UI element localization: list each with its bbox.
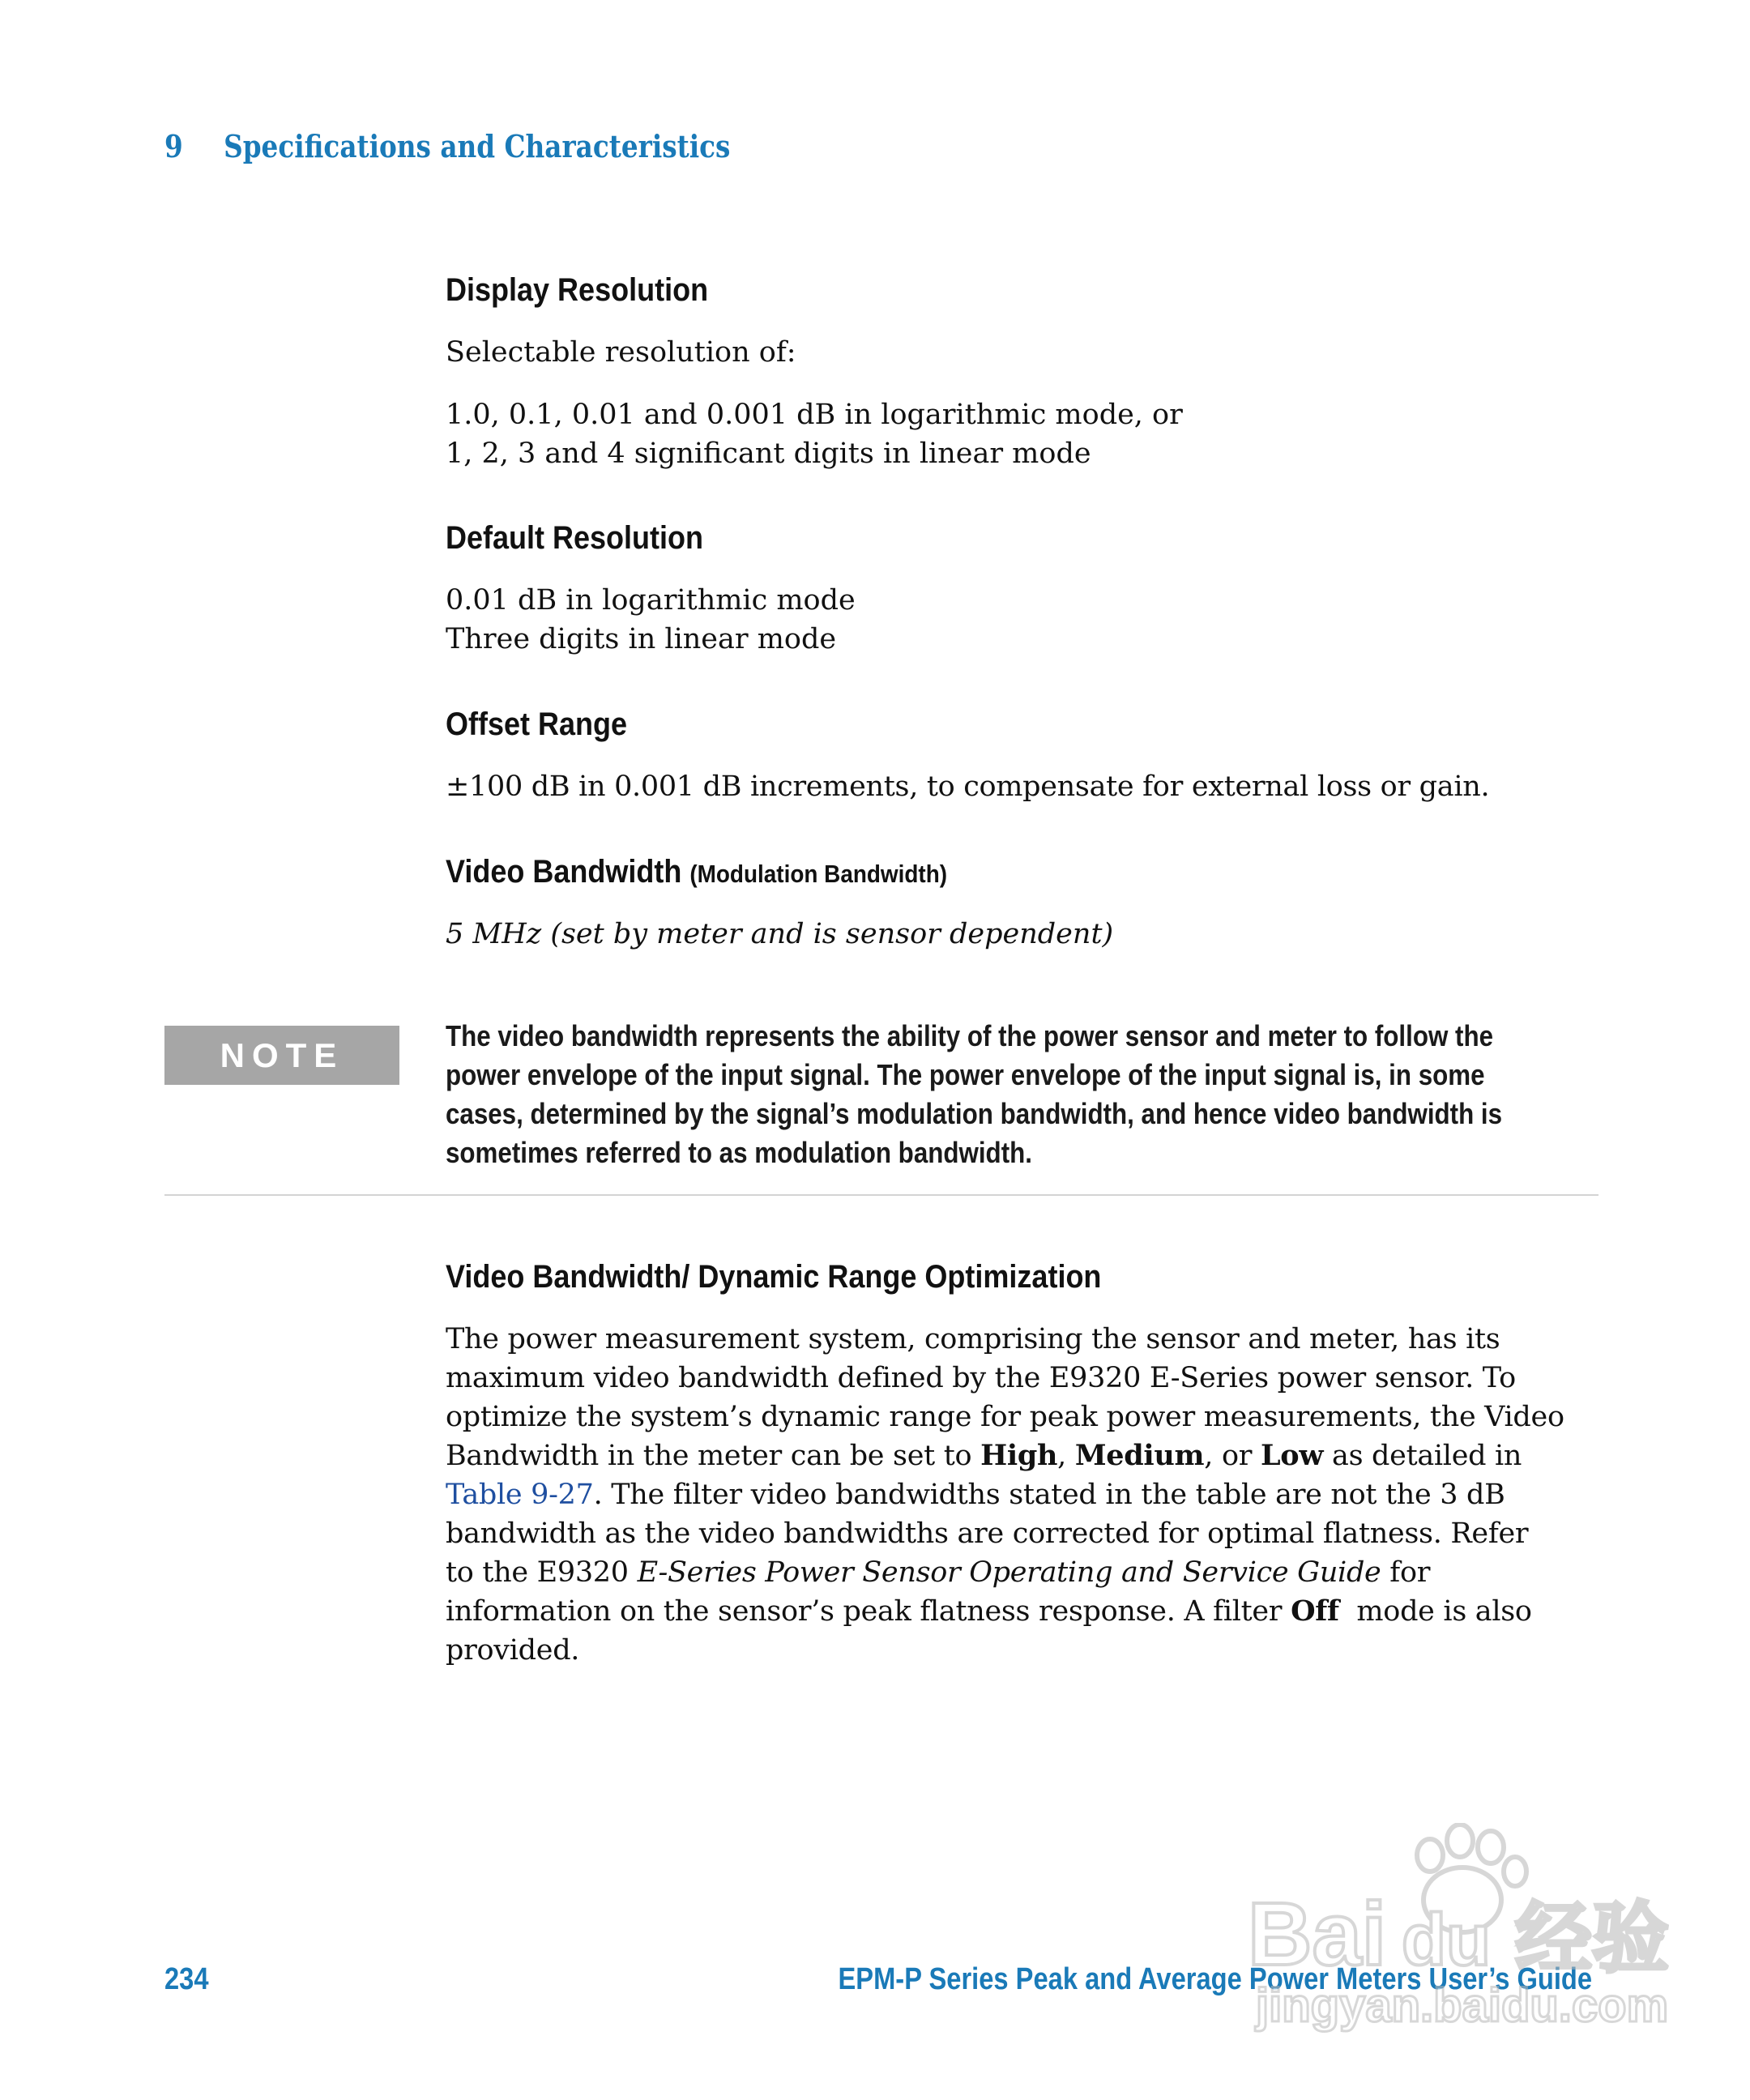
section-text: ±100 dB in 0.001 dB increments, to compensate for external loss or gain. xyxy=(446,770,1490,803)
section-offset-range xyxy=(446,706,1604,806)
note-line: cases, determined by the signal’s modulation bandwidth, and hence video bandwidth is xyxy=(446,1097,1503,1130)
chapter-header xyxy=(164,128,730,164)
section-line: Three digits in linear mode xyxy=(446,623,837,655)
section-line: 1, 2, 3 and 4 significant digits in linear mode xyxy=(446,438,1091,470)
page-number: 234 xyxy=(164,1962,209,1996)
note-text xyxy=(446,1017,1503,1172)
note-divider xyxy=(164,1194,1598,1196)
paragraph-line xyxy=(446,1475,1604,1514)
table-link[interactable]: Table 9-27 xyxy=(446,1479,594,1511)
text-run: . The filter video bandwidths stated in the table are not the 3 dB xyxy=(593,1479,1505,1511)
option-off: Off xyxy=(1291,1594,1339,1628)
text-run: Bandwidth in the meter can be set to xyxy=(446,1440,981,1472)
svg-text:经验: 经验 xyxy=(1515,1896,1669,1982)
text-run: , or xyxy=(1204,1440,1261,1472)
svg-text:du: du xyxy=(1402,1900,1491,1981)
text-run: , xyxy=(1057,1440,1075,1472)
note-line: sometimes referred to as modulation bandwidth. xyxy=(446,1136,1032,1169)
guide-reference: E-Series Power Sensor Operating and Service Guide xyxy=(637,1556,1381,1589)
paragraph-line xyxy=(446,1592,1604,1631)
paragraph-line: The power measurement system, comprising the sensor and meter, has its xyxy=(446,1323,1500,1355)
section-text: 5 MHz (set by meter and is sensor dependent) xyxy=(446,918,1114,950)
chapter-title: Specifications and Characteristics xyxy=(224,128,731,164)
option-medium: Medium xyxy=(1074,1439,1205,1472)
paragraph-line: bandwidth as the video bandwidths are corrected for optimal flatness. Refer xyxy=(446,1517,1529,1550)
paragraph-line: provided. xyxy=(446,1634,580,1667)
paragraph-line: optimize the system’s dynamic range for peak power measurements, the Video xyxy=(446,1401,1564,1433)
svg-text:Bai: Bai xyxy=(1248,1884,1387,1984)
text-run: information on the sensor’s peak flatness response. A filter xyxy=(446,1595,1291,1628)
section-title: Default Resolution xyxy=(446,520,704,556)
section-subtitle: (Modulation Bandwidth) xyxy=(689,860,948,888)
section-line: 1.0, 0.1, 0.01 and 0.001 dB in logarithmic mode, or xyxy=(446,399,1183,431)
section-title-main: Video Bandwidth xyxy=(446,854,682,890)
chapter-number: 9 xyxy=(164,128,183,164)
paragraph-line: maximum video bandwidth defined by the E9320 E-Series power sensor. To xyxy=(446,1362,1516,1394)
section-title: Offset Range xyxy=(446,706,628,742)
svg-text:jingyan.baidu.com: jingyan.baidu.com xyxy=(1256,1979,1669,2032)
option-high: High xyxy=(980,1439,1058,1472)
text-run: for xyxy=(1381,1556,1431,1589)
paragraph-line xyxy=(446,1436,1604,1475)
note-line: power envelope of the input signal. The power envelope of the input signal is, in some xyxy=(446,1058,1485,1091)
note-line: The video bandwidth represents the ability of the power sensor and meter to follow the xyxy=(446,1019,1493,1052)
section-video-bandwidth xyxy=(446,854,1604,954)
section-title: Display Resolution xyxy=(446,272,709,308)
text-run: mode is also xyxy=(1338,1595,1532,1628)
note-label: NOTE xyxy=(164,1026,399,1085)
text-run: to the E9320 xyxy=(446,1556,638,1589)
guide-title: EPM-P Series Peak and Average Power Meters User’s Guide xyxy=(838,1962,1592,1996)
section-intro: Selectable resolution of: xyxy=(446,336,796,369)
section-optimization xyxy=(446,1259,1604,1670)
section-display-resolution xyxy=(446,272,1604,473)
section-default-resolution xyxy=(446,520,1604,659)
option-low: Low xyxy=(1260,1439,1324,1472)
section-line: 0.01 dB in logarithmic mode xyxy=(446,584,856,617)
section-title: Video Bandwidth/ Dynamic Range Optimization xyxy=(446,1259,1102,1295)
section-title xyxy=(446,854,1488,890)
section-paragraph xyxy=(446,1320,1604,1670)
text-run: as detailed in xyxy=(1323,1440,1522,1472)
paragraph-line xyxy=(446,1553,1604,1592)
baidu-watermark-logo xyxy=(1248,1823,1669,2034)
